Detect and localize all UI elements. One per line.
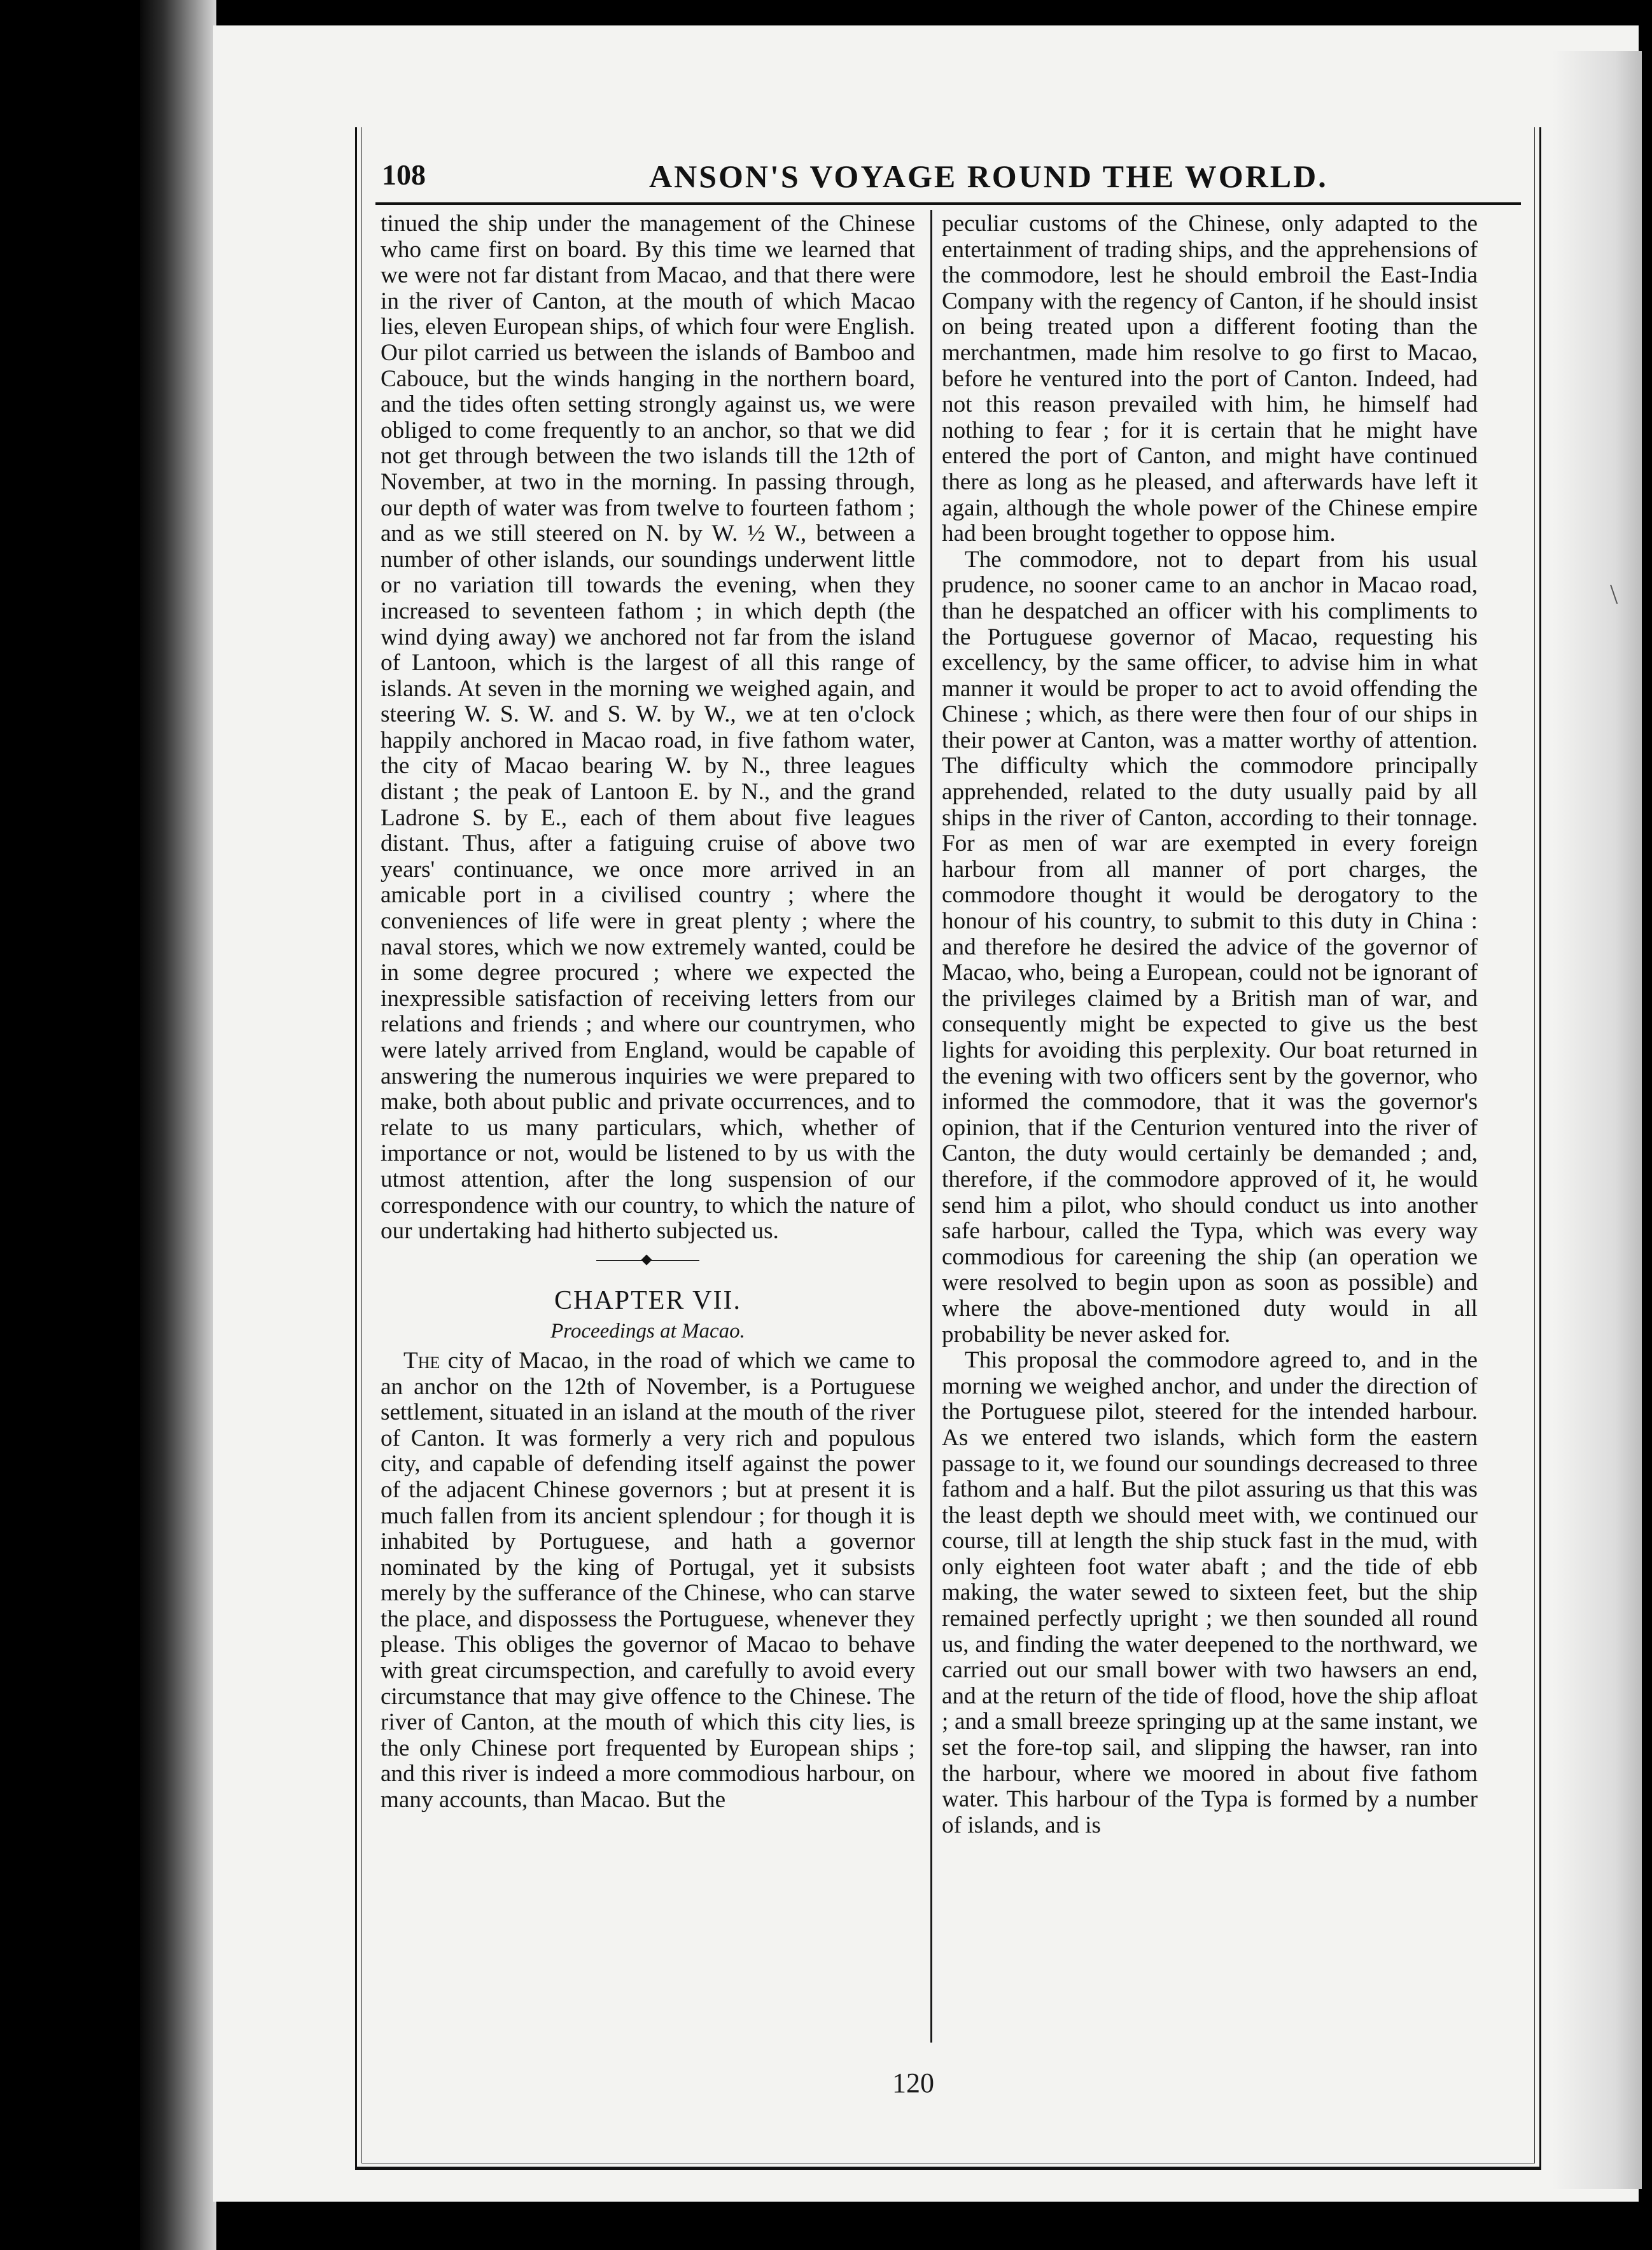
header-rule [375, 202, 1521, 205]
running-head [382, 158, 1515, 196]
paragraph: peculiar customs of the Chinese, only adapted to the entertainment of trading ships, and the apprehensions of the commodore, lest he should embroil the East-India Company with the regency of Canton, if he should insist on being treated upon a different footing than the merchantmen, made him resolve to go first to Macao, before he ventured into the port of Canton. Indeed, had not this reason prevailed with him, he himself had nothing to fear ; for it is certain that he might have entered the port of Canton, and might have continued there as long as he pleased, and afterwards have left it again, although the whole power of the Chinese empire had been brought together to oppose him. [942, 211, 1478, 547]
paragraph: This proposal the commodore agreed to, and in the morning we weighed anchor, and under the direction of the Portuguese pilot, steered for the intended harbour. As we entered two islands, which form the eastern passage to it, we found our soundings decreased to three fathom and a half. But the pilot assuring us that this was the least depth we should meet with, we continued our course, till at length the ship stuck fast in the mud, with only eighteen foot water abaft ; and the tide of ebb making, the water sewed to sixteen feet, but the ship remained perfectly upright ; we then sounded all round us, and finding the water deepened to the northward, we carried out our small bower with two hawsers an end, and at the return of the tide of flood, hove the ship afloat ; and a small breeze springing up at the same instant, we set the fore-top sail, and slipping the hawser, ran into the harbour, where we moored in about five fathom water. This harbour of the Typa is formed by a number of islands, and is [942, 1347, 1478, 1838]
paragraph-lead: The [403, 1347, 440, 1374]
chapter-subtitle: Proceedings at Macao. [550, 1320, 745, 1343]
page-number: 108 [382, 158, 426, 191]
ornament-rule-right [648, 1260, 699, 1261]
book-spine [140, 0, 216, 2250]
folio-number: 120 [892, 2067, 934, 2099]
page-edge [1553, 51, 1642, 2189]
left-column [381, 211, 915, 1813]
right-column [942, 211, 1478, 1838]
paragraph: The commodore, not to depart from his usual prudence, no sooner came to an anchor in Macao road, than he despatched an officer with his compliments to the Portuguese governor of Macao, requesting his excellency, by the same officer, to advise him in what manner it would be proper to act to avoid offending the Chinese ; which, as there were then four of our ships in their power at Canton, was a matter worthy of attention. The difficulty which the commodore principally apprehended, related to the duty usually paid by all ships in the river of Canton, according to their tonnage. For as men of war are exempted in every foreign harbour from all manner of port charges, the commodore thought it would be derogatory to the honour of his country, to submit to this duty in China : and therefore he desired the advice of the governor of Macao, who, being a European, could not be ignorant of the privileges claimed by a British man of war, and consequently might be expected to give us the best lights for avoiding this perplexity. Our boat returned in the evening with two officers sent by the governor, who informed the commodore, that it was the governor's opinion, that if the Centurion ventured into the river of Canton, the duty would certainly be demanded ; and, therefore, if the commodore approved of it, he would send him a pilot, who should conduct us into another safe harbour, called the Typa, which was every way commodious for careening the ship (an operation we were resolved to begin upon as soon as possible) and where the above-mentioned duty would in all probability be never asked for. [942, 546, 1478, 1348]
paragraph [381, 1348, 915, 1813]
paragraph: tinued the ship under the management of the Chinese who came first on board. By this time we learned that we were not far distant from Macao, and that there were in the river of Canton, at the mouth of which Macao lies, eleven European ships, of which four were English. Our pilot carried us between the islands of Bamboo and Cabouce, but the winds hanging in the northern board, and the tides often setting strongly against us, we were obliged to come frequently to an anchor, so that we did not get through between the two islands till the 12th of November, at two in the morning. In passing through, our depth of water was from twelve to fourteen fathom ; and as we still steered on N. by W. ½ W., between a number of other islands, our soundings underwent little or no variation till towards the evening, when they increased to seventeen fathom ; in which depth (the wind dying away) we anchored not far from the island of Lantoon, which is the largest of all this range of islands. At seven in the morning we weighed again, and steering W. S. W. and S. W. by W., we at ten o'clock happily anchored in Macao road, in five fathom water, the city of Macao bearing W. by N., three leagues distant ; the peak of Lantoon E. by N., and the grand Ladrone S. by E., each of them about five leagues distant. Thus, after a fatiguing cruise of above two years' continuance, we once more arrived in an amicable port in a civilised country ; where the conveniences of life were in great plenty ; where the naval stores, which we now extremely wanted, could be in some degree procured ; where we expected the inexpressible satisfaction of receiving letters from our relations and friends ; and where our countrymen, who were lately arrived from England, would be capable of answering the numerous inquiries we were prepared to make, both about public and private occurrences, and to relate to us many particulars, which, whether of importance or not, would be listened to by us with the utmost attention, after the long suspension of our correspondence with our country, to which the nature of our undertaking had hitherto subjected us. [381, 211, 915, 1245]
margin-mark: \ [1610, 578, 1618, 610]
column-rule [930, 210, 932, 2043]
chapter-heading: CHAPTER VII. [554, 1285, 741, 1315]
running-title: ANSON'S VOYAGE ROUND THE WORLD. [649, 158, 1328, 194]
ornament-rule-left [596, 1260, 647, 1261]
paragraph-body: city of Macao, in the road of which we came to an anchor on the 12th of November, is a Portuguese settlement, situated in an island at the mouth of the river of Canton. It was formerly a very rich and populous city, and capable of defending itself against the power of the adjacent Chinese governors ; but at present it is much fallen from its ancient splendour ; for though it is inhabited by Portuguese, and hath a governor nominated by the king of Portugal, yet it subsists merely by the sufferance of the Chinese, who can starve the place, and dispossess the Portuguese, whenever they please. This obliges the governor of Macao to behave with great circumspection, and carefully to avoid every circumstance that may give offence to the Chinese. The river of Canton, at the mouth of which this city lies, is the only Chinese port frequented by European ships ; and this river is indeed a more commodious harbour, on many accounts, than Macao. But the [381, 1347, 915, 1813]
section-ornament [381, 1245, 915, 1282]
